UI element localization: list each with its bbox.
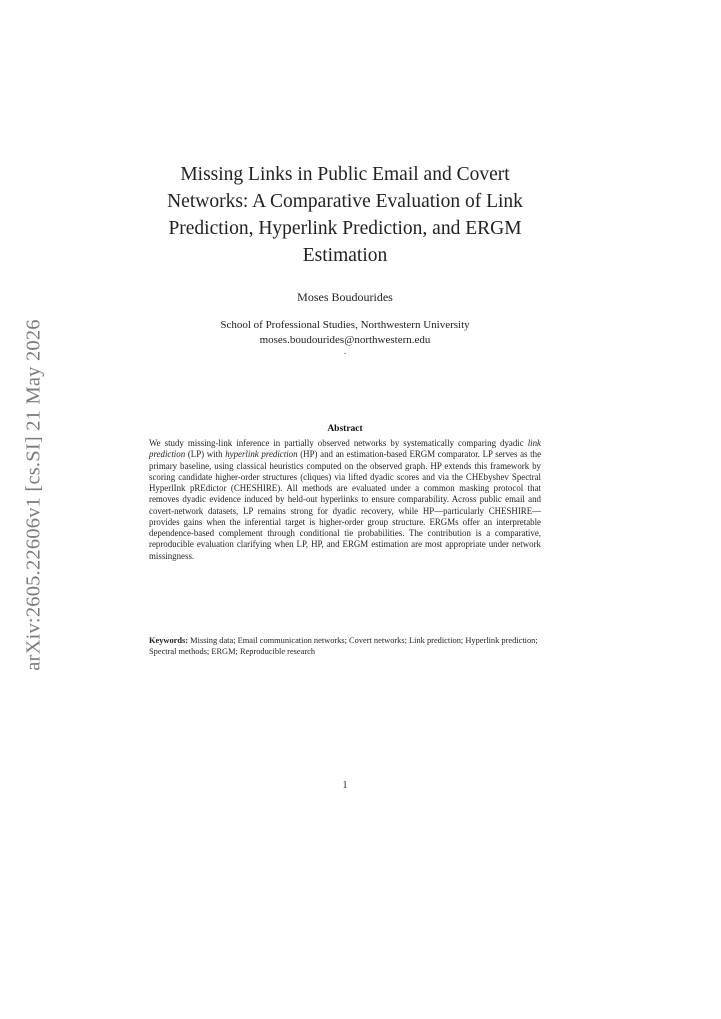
affiliation: School of Professional Studies, Northwestern University bbox=[220, 319, 470, 331]
arxiv-identifier-text: arXiv:2605.22606v1 [cs.SI] 21 May 2026 bbox=[22, 319, 45, 671]
abstract-term-hyperlink-prediction: hyperlink prediction bbox=[225, 449, 298, 460]
paper-title: Missing Links in Public Email and Covert Networks: A Comparative Evaluation of Link Prediction, Hyperlink Prediction, and ERGM Estimation bbox=[167, 164, 523, 266]
abstract-term-link-prediction: link prediction bbox=[149, 438, 541, 460]
abstract-text-part3: (HP) and an estimation-based ERGM comparator. LP serves as the primary baseline, using classical heuristics computed on the observed graph. HP extends this framework by scoring candidate higher-order structures (cliques) via lifted dyadic scores and via the CHEbyshev Spectral HyperlInk pREdictor (CHESHIRE). All methods are evaluated under a common masking protocol that removes dyadic evidence induced by held-out hyperlinks to ensure comparability. Across public email and covert-network datasets, LP remains strong for dyadic recovery, while HP—particularly CHESHIRE—provides gains when the inferential target is higher-order group structure. ERGMs offer an interpretable dependence-based complement through conditional tie probabilities. The contribution is a comparative, reproducible evaluation clarifying when LP, HP, and ERGM estimation are most appropriate under network missingness. bbox=[149, 449, 542, 561]
separator-dot: . bbox=[343, 347, 347, 357]
abstract-text-part2: (LP) with bbox=[185, 449, 226, 460]
keywords-text: Missing data; Email communication networks; Covert networks; Link prediction; Hyperlink prediction; Spectral methods; ERGM; Reproducible research bbox=[149, 636, 538, 656]
author-name: Moses Boudourides bbox=[297, 290, 393, 304]
abstract-heading: Abstract bbox=[327, 424, 363, 434]
abstract-body bbox=[149, 438, 541, 562]
keywords-block bbox=[149, 635, 541, 657]
abstract-text-part1: We study missing-link inference in partially observed networks by systematically comparing dyadic bbox=[149, 438, 528, 448]
author-affiliation-block bbox=[140, 318, 550, 348]
page-number: 1 bbox=[342, 780, 348, 791]
keywords-label: Keywords: bbox=[149, 636, 189, 645]
author-email: moses.boudourides@northwestern.edu bbox=[259, 334, 431, 346]
